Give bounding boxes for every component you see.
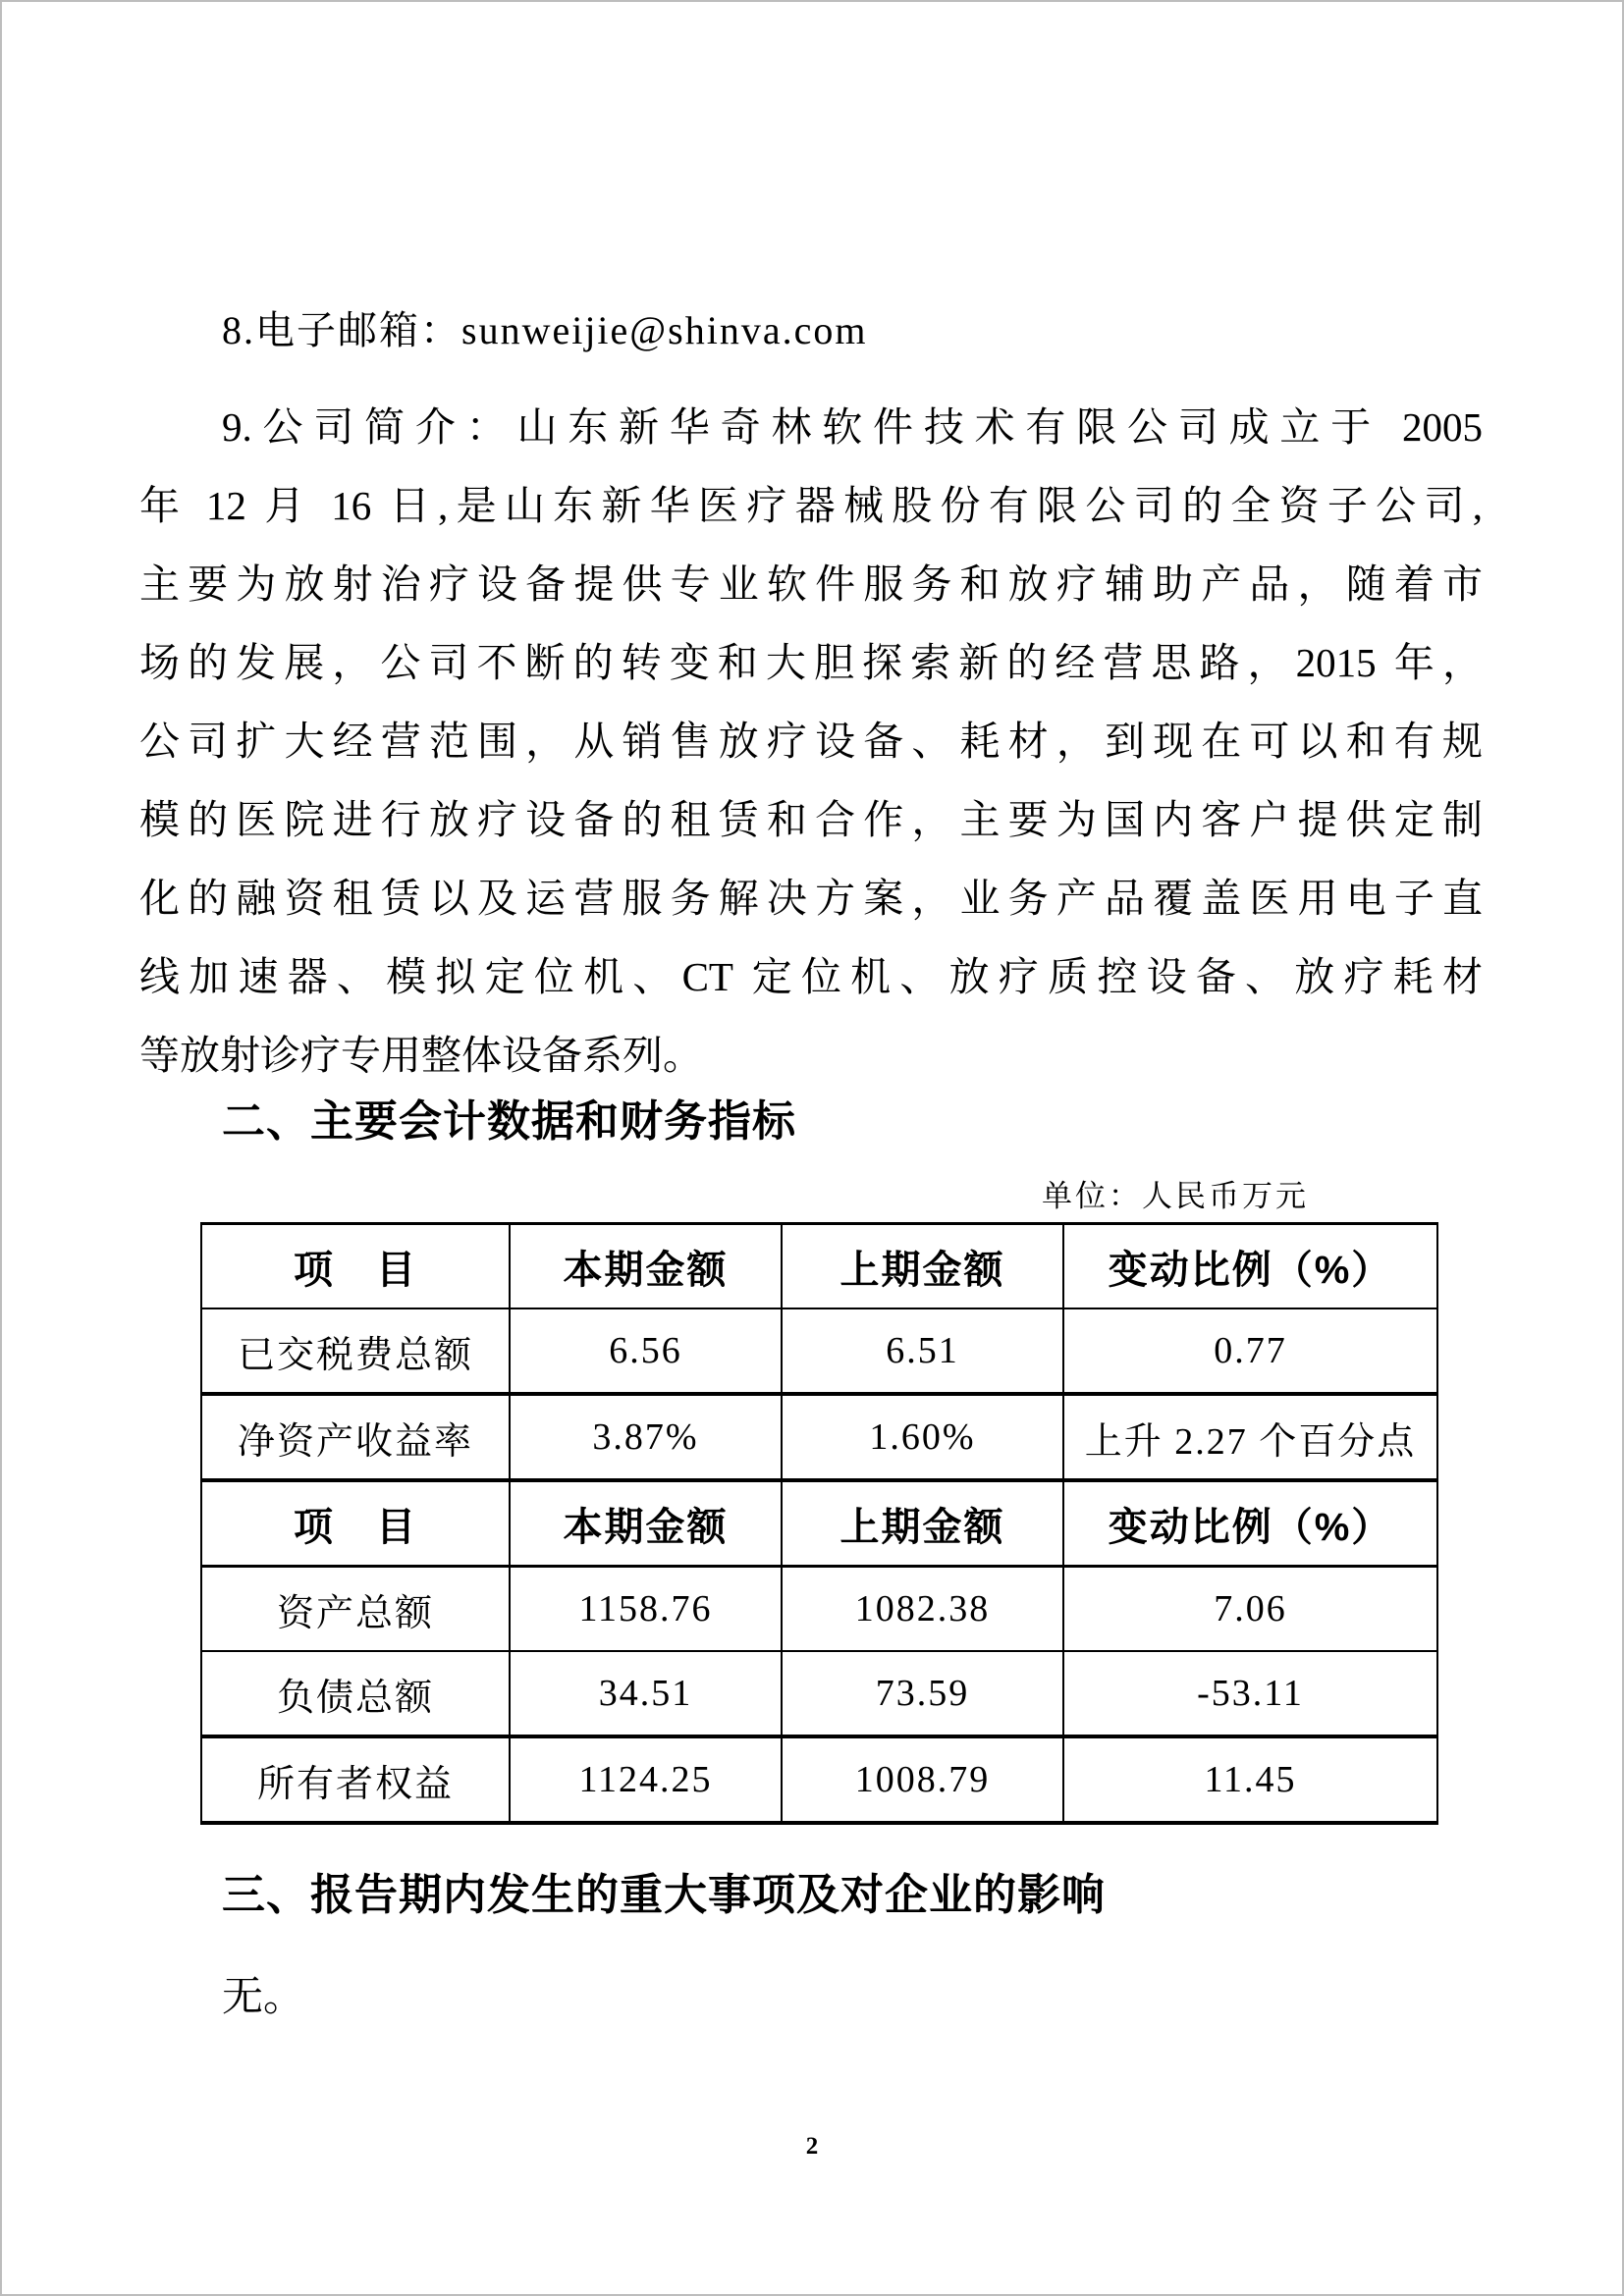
table-header-cell: 变动比例（%） bbox=[1063, 1480, 1437, 1567]
table-cell: 所有者权益 bbox=[201, 1736, 510, 1823]
table-cell: 负债总额 bbox=[201, 1651, 510, 1736]
page-number: 2 bbox=[805, 2133, 819, 2160]
intro-line: 场的发展，公司不断的转变和大胆探索新的经营思路，2015 年， bbox=[139, 640, 1483, 685]
intro-line: 年 12 月 16 日,是山东新华医疗器械股份有限公司的全资子公司, bbox=[139, 483, 1483, 528]
table-cell: 1158.76 bbox=[510, 1567, 782, 1652]
company-intro-paragraph bbox=[139, 388, 1483, 1095]
intro-line: 模的医院进行放疗设备的租赁和合作，主要为国内客户提供定制 bbox=[139, 797, 1483, 842]
no-events-text: 无。 bbox=[222, 1975, 305, 2020]
table-header-row bbox=[201, 1480, 1437, 1567]
email-line: 8.电子邮箱：sunweijie@shinva.com bbox=[222, 308, 868, 352]
table-header-cell: 本期金额 bbox=[510, 1224, 782, 1309]
section-heading-major-events: 三、报告期内发生的重大事项及对企业的影响 bbox=[222, 1871, 1106, 1919]
table-header-cell: 变动比例（%） bbox=[1063, 1224, 1437, 1309]
table-cell: 1082.38 bbox=[782, 1567, 1063, 1652]
intro-line: 等放射诊疗专用整体设备系列。 bbox=[139, 1033, 703, 1078]
intro-line: 线加速器、模拟定位机、CT 定位机、放疗质控设备、放疗耗材 bbox=[139, 954, 1483, 999]
unit-note: 单位：人民币万元 bbox=[1042, 1179, 1309, 1213]
table-header-cell: 上期金额 bbox=[782, 1224, 1063, 1309]
table-row bbox=[201, 1736, 1437, 1823]
intro-line: 公司扩大经营范围，从销售放疗设备、耗材，到现在可以和有规 bbox=[139, 719, 1483, 764]
table-cell: 1124.25 bbox=[510, 1736, 782, 1823]
table-cell: 上升 2.27 个百分点 bbox=[1063, 1394, 1437, 1480]
intro-line: 9.公司简介：山东新华奇林软件技术有限公司成立于 2005 bbox=[222, 404, 1483, 450]
table-header-cell: 项 目 bbox=[201, 1480, 510, 1567]
table-cell: 6.51 bbox=[782, 1308, 1063, 1394]
table-header-cell: 本期金额 bbox=[510, 1480, 782, 1567]
table-row bbox=[201, 1567, 1437, 1652]
section-heading-financial-data: 二、主要会计数据和财务指标 bbox=[222, 1097, 796, 1146]
table-cell: 已交税费总额 bbox=[201, 1308, 510, 1394]
table-cell: 0.77 bbox=[1063, 1308, 1437, 1394]
table-header-row bbox=[201, 1224, 1437, 1309]
page-content-lower bbox=[0, 1868, 1624, 2025]
intro-line: 主要为放射治疗设备提供专业软件服务和放疗辅助产品，随着市 bbox=[139, 561, 1483, 607]
financial-table bbox=[200, 1222, 1438, 1825]
table-header-cell: 项 目 bbox=[201, 1224, 510, 1309]
table-header-cell: 上期金额 bbox=[782, 1480, 1063, 1567]
table-cell: -53.11 bbox=[1063, 1651, 1437, 1736]
table-cell: 资产总额 bbox=[201, 1567, 510, 1652]
table-cell: 6.56 bbox=[510, 1308, 782, 1394]
table-cell: 73.59 bbox=[782, 1651, 1063, 1736]
table-cell: 7.06 bbox=[1063, 1567, 1437, 1652]
intro-line: 化的融资租赁以及运营服务解决方案，业务产品覆盖医用电子直 bbox=[139, 876, 1483, 921]
table-cell: 34.51 bbox=[510, 1651, 782, 1736]
table-cell: 净资产收益率 bbox=[201, 1394, 510, 1480]
table-cell: 3.87% bbox=[510, 1394, 782, 1480]
table-cell: 1.60% bbox=[782, 1394, 1063, 1480]
table-cell: 11.45 bbox=[1063, 1736, 1437, 1823]
table-row bbox=[201, 1651, 1437, 1736]
table-row bbox=[201, 1308, 1437, 1394]
table-row bbox=[201, 1394, 1437, 1480]
table-cell: 1008.79 bbox=[782, 1736, 1063, 1823]
